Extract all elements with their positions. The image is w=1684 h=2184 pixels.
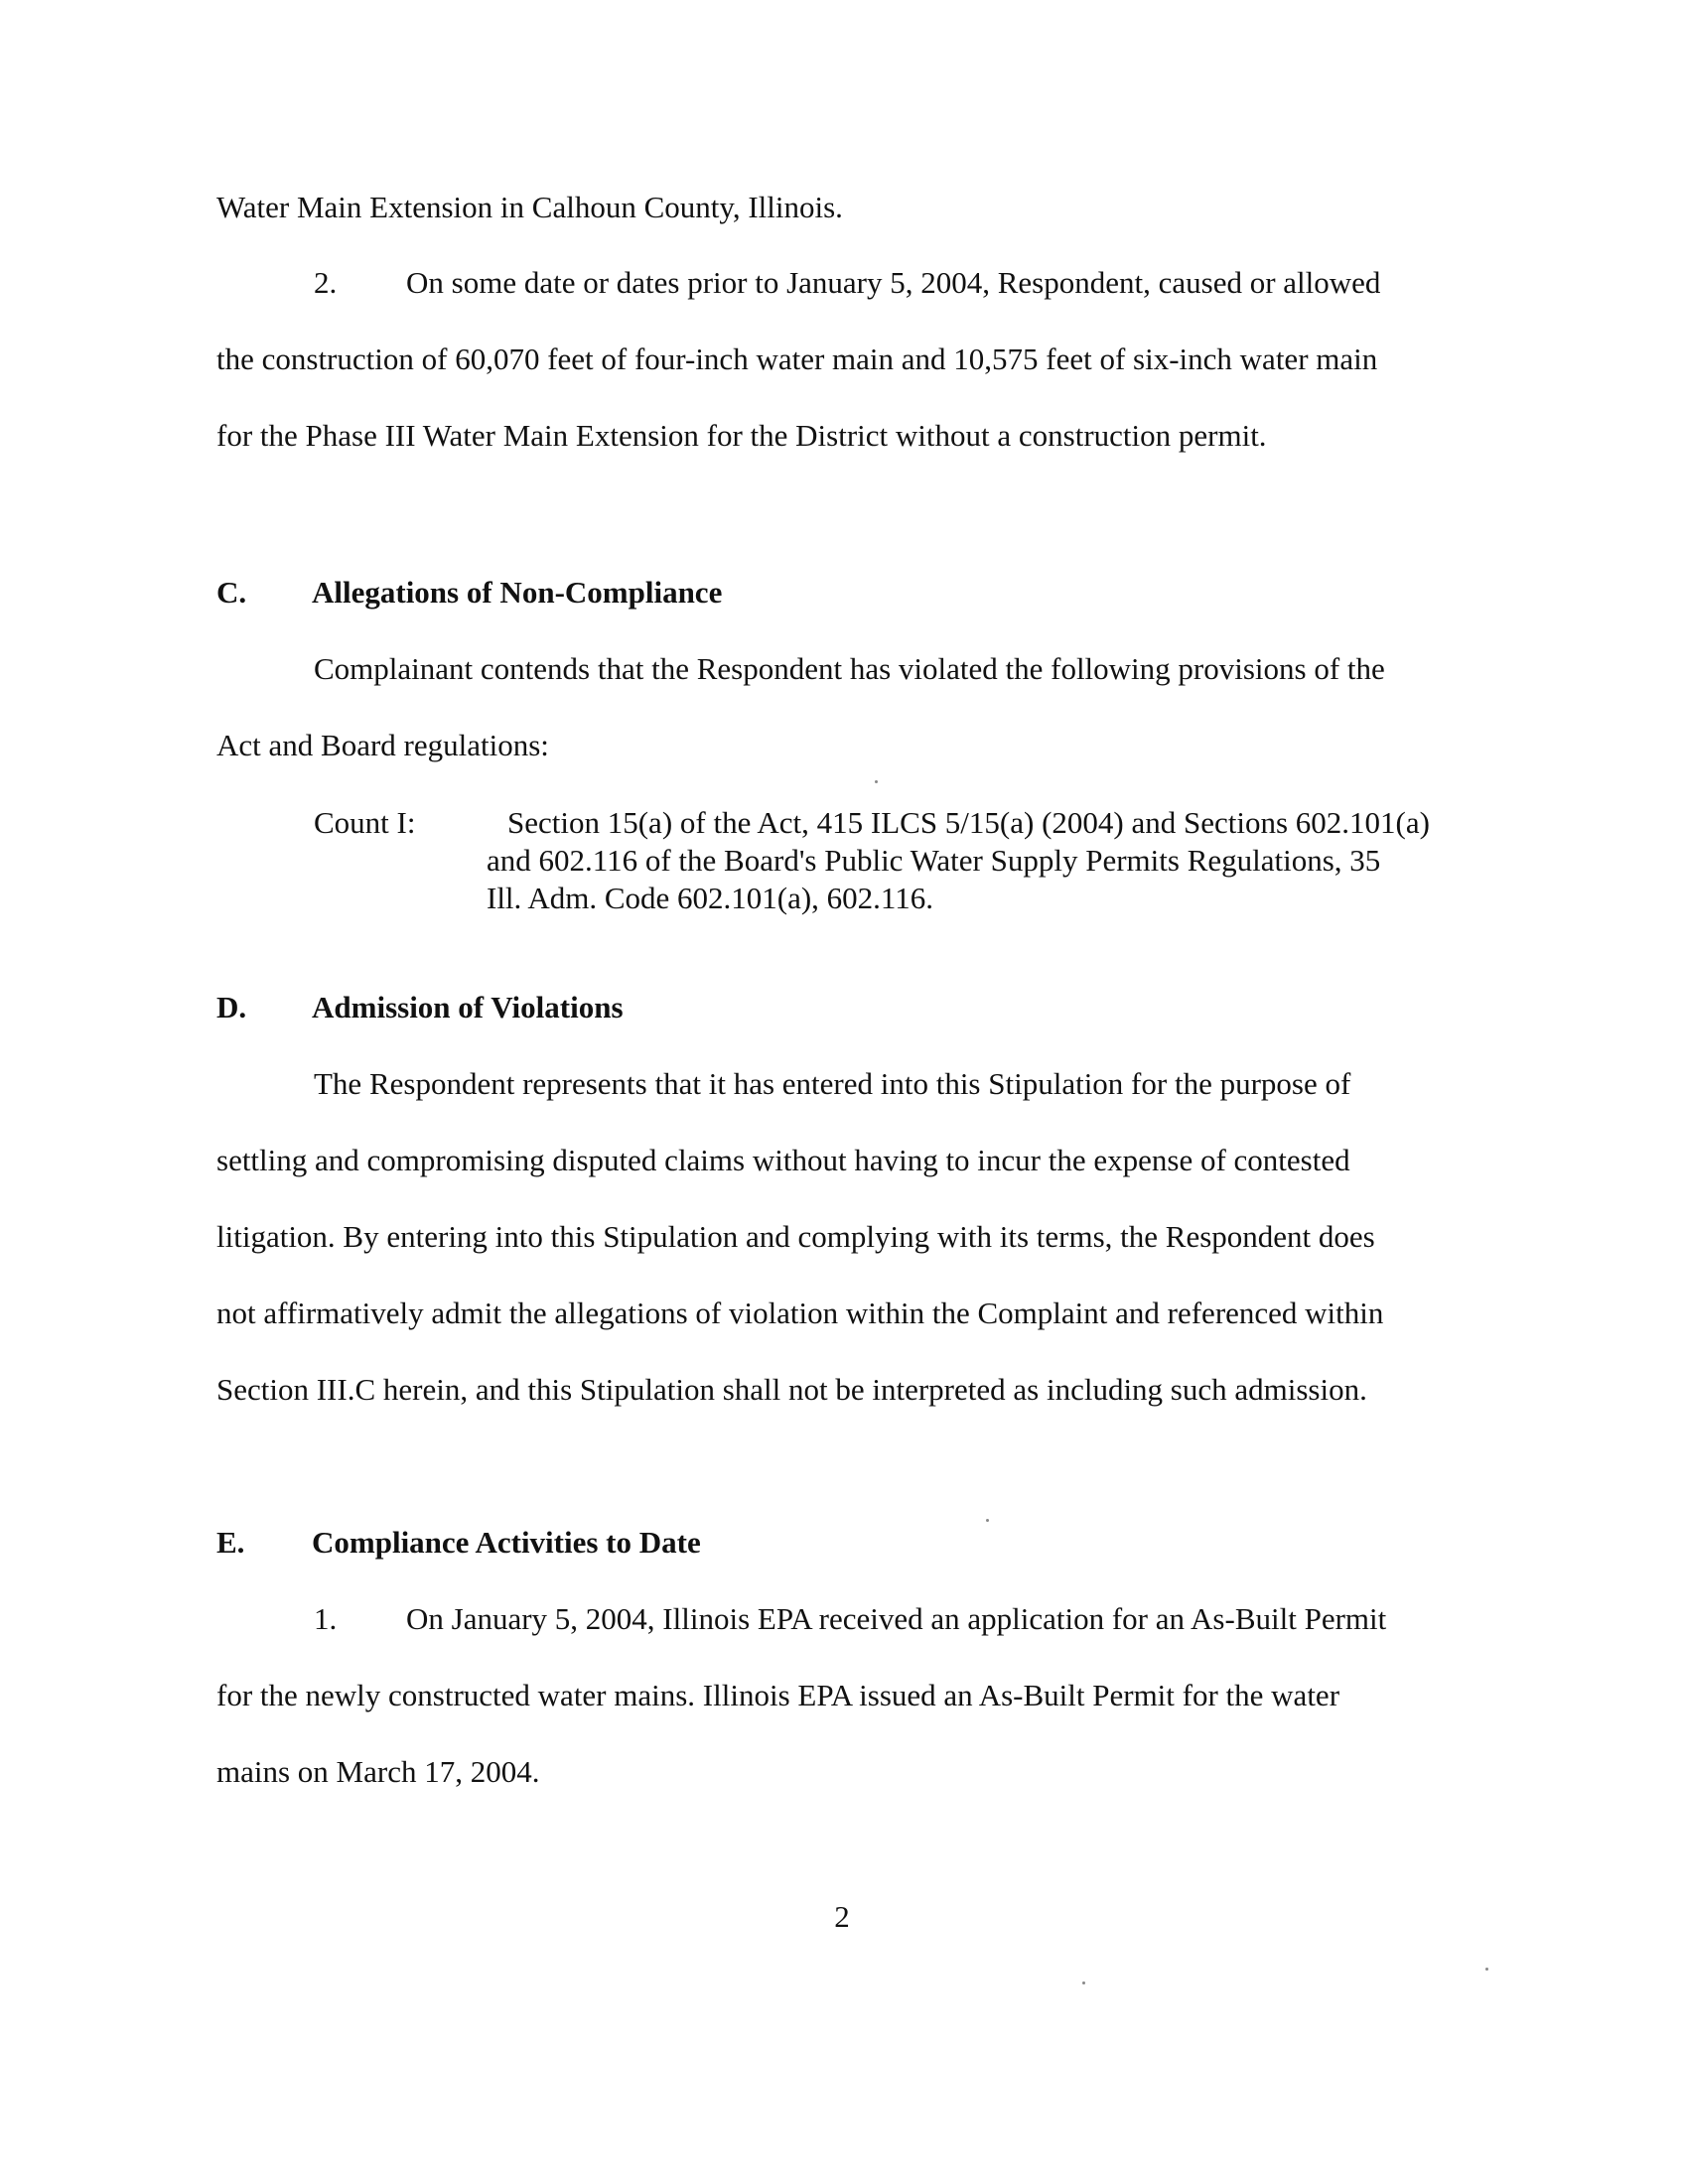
scan-speck [986, 1519, 989, 1522]
scan-speck [1082, 1981, 1085, 1984]
section-title: Allegations of Non-Compliance [312, 575, 723, 610]
count-text-line: Section 15(a) of the Act, 415 ILCS 5/15(a) (2004) and Sections 602.101(a) [507, 805, 1430, 840]
paragraph-line: settling and compromising disputed claims without having to incur the expense of contested [216, 1143, 1350, 1177]
section-letter: E. [216, 1525, 245, 1560]
paragraph-line: the construction of 60,070 feet of four-inch water main and 10,575 feet of six-inch water main [216, 341, 1378, 376]
paragraph-line: Complainant contends that the Respondent has violated the following provisions of the [314, 651, 1385, 686]
section-letter: D. [216, 990, 247, 1024]
section-heading-d [216, 989, 1110, 1026]
section-heading-c [216, 574, 1110, 612]
paragraph-line: for the Phase III Water Main Extension for the District without a construction permit. [216, 418, 1267, 453]
section-heading-e [216, 1524, 1110, 1562]
count-text-line: and 602.116 of the Board's Public Water Supply Permits Regulations, 35 [487, 843, 1381, 878]
page-number: 2 [834, 1899, 850, 1934]
paragraph-line: for the newly constructed water mains. Illinois EPA issued an As-Built Permit for the water [216, 1678, 1340, 1712]
paragraph-line: Section III.C herein, and this Stipulation shall not be interpreted as including such admission. [216, 1372, 1367, 1407]
paragraph-line: mains on March 17, 2004. [216, 1754, 540, 1789]
paragraph-line: not affirmatively admit the allegations of violation within the Complaint and referenced within [216, 1296, 1384, 1330]
paragraph-line: 1. On January 5, 2004, Illinois EPA received an application for an As-Built Permit [314, 1601, 1387, 1636]
count-label: Count I: [314, 805, 416, 840]
section-letter: C. [216, 575, 247, 610]
count-text-line: Ill. Adm. Code 602.101(a), 602.116. [487, 881, 934, 915]
section-title: Compliance Activities to Date [312, 1525, 701, 1560]
scan-speck [875, 780, 878, 783]
scan-speck [1485, 1968, 1488, 1971]
paragraph-line: The Respondent represents that it has entered into this Stipulation for the purpose of [314, 1066, 1351, 1101]
paragraph-line: Water Main Extension in Calhoun County, Illinois. [216, 190, 843, 224]
paragraph-line: Act and Board regulations: [216, 728, 549, 762]
section-title: Admission of Violations [312, 990, 624, 1024]
paragraph-line: litigation. By entering into this Stipulation and complying with its terms, the Respondent does [216, 1219, 1375, 1254]
paragraph-line: 2. On some date or dates prior to January 5, 2004, Respondent, caused or allowed [314, 265, 1381, 300]
